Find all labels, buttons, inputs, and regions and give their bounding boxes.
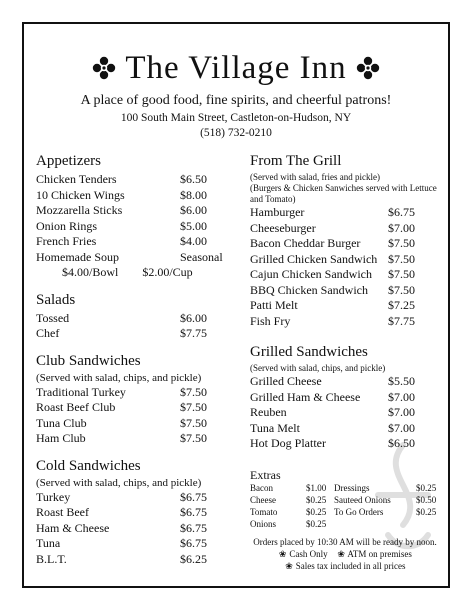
order-note: Orders placed by 10:30 AM will be ready by noon. (253, 537, 437, 547)
item-price: $6.00 (180, 203, 207, 217)
item-price: $7.00 (388, 389, 415, 404)
section-title-cold: Cold Sandwiches (36, 457, 141, 474)
item-name: Ham Club (36, 431, 86, 445)
appetizer-item (36, 188, 236, 204)
item-name: Roast Beef Club (36, 400, 116, 414)
item-price: $6.75 (180, 536, 207, 550)
phone: (518) 732-0210 (200, 127, 272, 139)
extra-price: $0.25 (416, 506, 437, 517)
club-sandwich-item (36, 385, 236, 401)
club-sandwich-item (36, 431, 236, 447)
item-price: $7.50 (388, 251, 415, 266)
item-name: Cajun Chicken Sandwich (250, 267, 372, 281)
item-price: $7.50 (180, 415, 207, 430)
item-name: Patti Melt (250, 298, 298, 312)
grill-note: (Served with salad, fries and pickle) (250, 172, 380, 182)
soup-prices (36, 265, 236, 281)
grilled-sandwich-item (250, 436, 440, 452)
item-name: Grilled Chicken Sandwich (250, 251, 378, 266)
section-title-grilled: Grilled Sandwiches (250, 344, 368, 360)
salad-item (36, 311, 236, 327)
appetizer-item (36, 234, 236, 250)
appetizer-item (36, 219, 236, 235)
item-name: Chicken Tenders (36, 172, 117, 186)
item-price: $7.50 (180, 384, 207, 399)
item-price: $6.25 (180, 551, 207, 566)
item-price: $7.00 (388, 405, 415, 419)
page-title: The Village Inn (125, 49, 347, 86)
item-name: Tuna Melt (250, 420, 300, 435)
item-price: $6.75 (180, 505, 207, 519)
grill-item (250, 298, 440, 314)
salad-item (36, 326, 236, 342)
right-column (250, 152, 440, 530)
extra-name: To Go Orders (334, 506, 384, 517)
item-name: Mozzarella Sticks (36, 203, 123, 217)
item-price: $7.50 (180, 431, 207, 445)
title-row (22, 40, 450, 96)
item-price: $5.50 (388, 374, 415, 388)
item-price: $7.75 (180, 326, 207, 340)
item-price: $7.75 (388, 313, 415, 328)
tax-note: Sales tax included in all prices (295, 561, 406, 571)
section-title-grill: From The Grill (250, 153, 342, 169)
grill-item (250, 267, 440, 283)
flourish-bullet-icon: ❀ (285, 561, 293, 571)
item-price: Seasonal (180, 249, 223, 264)
item-name: Tuna Club (36, 415, 87, 430)
item-name: Hamburger (250, 205, 305, 219)
extra-price: $0.50 (416, 494, 437, 505)
item-name: BBQ Chicken Sandwich (250, 282, 368, 297)
item-name: French Fries (36, 234, 97, 248)
grill-note-burgers: (Burgers & Chicken Sanwiches served with Lettuce and Tomato) (250, 183, 437, 204)
section-title-salads: Salads (36, 291, 76, 308)
appetizer-item (36, 203, 236, 219)
item-name: Bacon Cheddar Burger (250, 236, 361, 250)
cold-sandwich-item (36, 490, 236, 506)
cold-sandwich-item (36, 505, 236, 521)
item-name: Reuben (250, 405, 287, 419)
flourish-bullet-icon: ❀ (337, 549, 345, 559)
section-title-club: Club Sandwiches (36, 352, 141, 369)
flourish-bullet-icon: ❀ (278, 549, 287, 559)
item-price: $8.00 (180, 187, 207, 202)
item-price: $6.75 (180, 520, 207, 535)
item-price: $7.50 (388, 236, 415, 250)
extra-name: Onions (250, 518, 277, 529)
item-name: Traditional Turkey (36, 384, 126, 399)
extra-name: Cheese (250, 494, 276, 505)
grill-item (250, 283, 440, 299)
tagline: A place of good food, fine spirits, and cheerful patrons! (80, 93, 392, 108)
item-name: Tossed (36, 310, 70, 325)
tax-info (250, 560, 440, 572)
cold-sandwich-item (36, 536, 236, 552)
left-column (36, 152, 236, 567)
item-price: $6.50 (388, 436, 415, 450)
grilled-sandwich-item (250, 390, 440, 406)
item-name: Tuna (36, 536, 61, 550)
club-note: (Served with salad, chips, and pickle) (36, 371, 202, 384)
cold-sandwich-item (36, 521, 236, 537)
payment-info (250, 548, 440, 560)
item-price: $7.25 (388, 298, 415, 312)
soup-bowl-price: $4.00/Bowl (62, 265, 119, 279)
grilled-sandwich-item (250, 405, 440, 421)
item-name: Roast Beef (36, 505, 89, 519)
extra-name: Tomato (250, 506, 278, 517)
cash-only: Cash Only (289, 549, 328, 559)
item-price: $6.75 (180, 489, 207, 504)
item-price: $6.75 (388, 205, 415, 219)
grill-item (250, 236, 440, 252)
item-name: Onion Rings (36, 218, 98, 233)
club-sandwich-item (36, 416, 236, 432)
extra-price: $0.25 (306, 494, 327, 505)
item-price: $5.00 (180, 218, 207, 233)
extra-name: Dressings (334, 482, 370, 493)
extra-name: Sauteed Onions (334, 494, 391, 505)
extras-grid (250, 482, 440, 530)
item-name: Grilled Cheese (250, 374, 322, 388)
item-name: Ham & Cheese (36, 520, 110, 535)
grill-item (250, 314, 440, 330)
address: 100 South Main Street, Castleton-on-Hudson, NY (120, 112, 352, 124)
club-sandwich-item (36, 400, 236, 416)
appetizer-item (36, 172, 236, 188)
item-price: $7.50 (388, 282, 415, 297)
flourish-right-icon (355, 55, 381, 81)
grilled-sandwich-item (250, 374, 440, 390)
cold-sandwich-item (36, 552, 236, 568)
item-price: $7.00 (388, 420, 415, 435)
extra-price: $0.25 (306, 518, 327, 529)
item-name: 10 Chicken Wings (36, 187, 125, 202)
item-name: Turkey (36, 489, 71, 504)
item-price: $6.00 (180, 310, 207, 325)
appetizer-item (36, 250, 236, 266)
soup-cup-price: $2.00/Cup (142, 265, 193, 279)
item-name: Homemade Soup (36, 249, 119, 264)
item-name: Hot Dog Platter (250, 436, 326, 450)
item-name: Grilled Ham & Cheese (250, 389, 361, 404)
cold-note: (Served with salad, chips, and pickle) (36, 476, 202, 489)
grilled-sandwich-item (250, 421, 440, 437)
item-price: $7.00 (388, 220, 415, 235)
item-price: $6.50 (180, 172, 207, 186)
extra-price: $0.25 (306, 506, 327, 517)
item-name: Fish Fry (250, 313, 291, 328)
flourish-left-icon (91, 55, 117, 81)
item-name: B.L.T. (36, 551, 67, 566)
grill-item (250, 205, 440, 221)
extra-price: $0.25 (416, 482, 437, 493)
item-price: $7.50 (180, 400, 207, 414)
section-title-appetizers: Appetizers (36, 153, 101, 169)
extra-price: $1.00 (306, 482, 327, 493)
grill-item (250, 252, 440, 268)
grilled-note: (Served with salad, chips, and pickle) (250, 363, 386, 373)
section-title-extras: Extras (250, 467, 281, 482)
extra-name: Bacon (250, 482, 273, 493)
item-price: $4.00 (180, 234, 207, 248)
atm-info: ATM on premises (347, 549, 412, 559)
grill-item (250, 221, 440, 237)
item-name: Chef (36, 326, 60, 340)
item-price: $7.50 (388, 267, 415, 281)
item-name: Cheeseburger (250, 220, 316, 235)
